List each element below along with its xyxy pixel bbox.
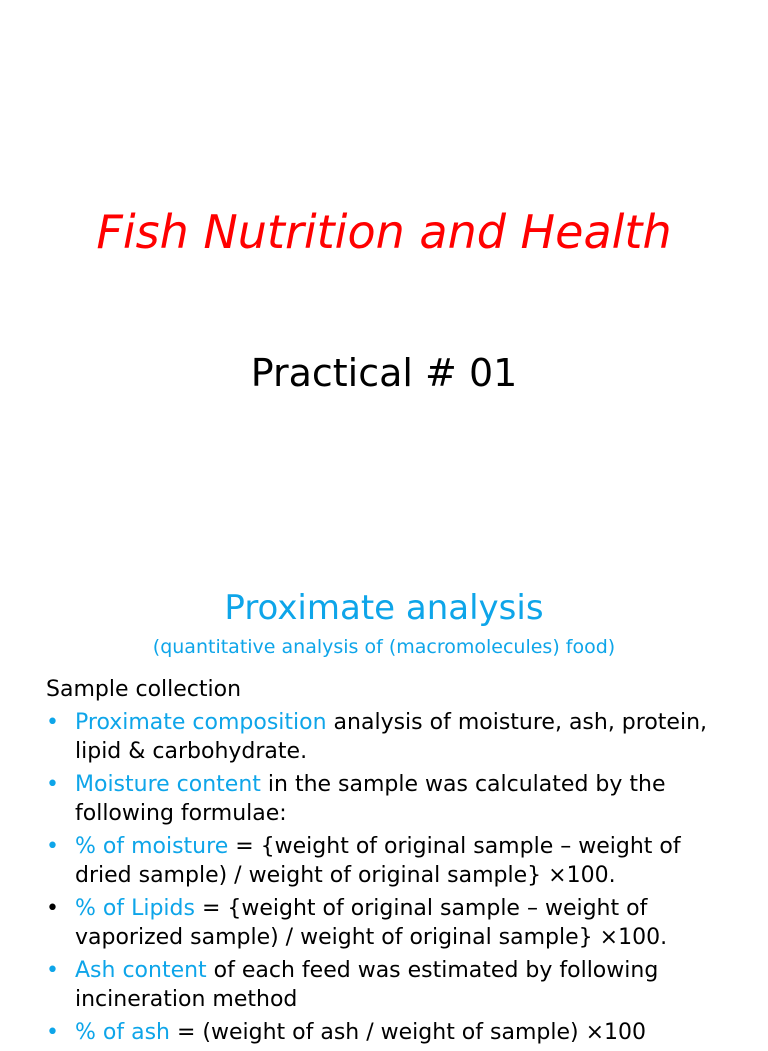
bullet-text: = {weight of original sample – weight of vaporized sample) / weight of original sample} ×100.	[75, 896, 668, 950]
bullet-accent: % of moisture	[75, 834, 229, 859]
bullet-item-moisture-formula	[46, 832, 736, 890]
bullet-dot-icon: •	[46, 1020, 59, 1045]
bullet-accent: Moisture content	[75, 772, 261, 797]
bullet-item-moisture-content	[46, 770, 736, 828]
bullet-accent: Ash content	[75, 958, 207, 983]
bullet-item-proximate-composition	[46, 708, 736, 766]
intro-line: Sample collection	[46, 677, 242, 702]
bullet-item-ash-content	[46, 956, 736, 1014]
slide-title: Fish Nutrition and Health	[96, 205, 672, 259]
slide-subtitle: Practical # 01	[250, 351, 518, 395]
bullet-dot-icon: •	[46, 710, 59, 735]
bullet-dot-icon: •	[46, 834, 59, 859]
bullet-text: of each feed was estimated by following incineration method	[75, 958, 659, 1012]
bullet-text: analysis of moisture, ash, protein, lipid & carbohydrate.	[75, 710, 708, 764]
bullet-item-ash-formula	[46, 1018, 736, 1047]
bullet-dot-icon: •	[46, 896, 59, 921]
bullet-dot-icon: •	[46, 772, 59, 797]
section-subheading: (quantitative analysis of (macromolecules) food)	[152, 636, 616, 658]
bullet-item-lipids-formula	[46, 894, 736, 952]
bullet-accent: % of ash	[75, 1020, 170, 1045]
bullet-list	[46, 708, 736, 1051]
bullet-accent: % of Lipids	[75, 896, 195, 921]
bullet-accent: Proximate composition	[75, 710, 327, 735]
bullet-text: = {weight of original sample – weight of dried sample) / weight of original sample} ×100.	[75, 834, 681, 888]
bullet-text: in the sample was calculated by the following formulae:	[75, 772, 666, 826]
bullet-text: = (weight of ash / weight of sample) ×100	[169, 1020, 646, 1045]
bullet-dot-icon: •	[46, 958, 59, 983]
section-heading: Proximate analysis	[224, 588, 544, 628]
